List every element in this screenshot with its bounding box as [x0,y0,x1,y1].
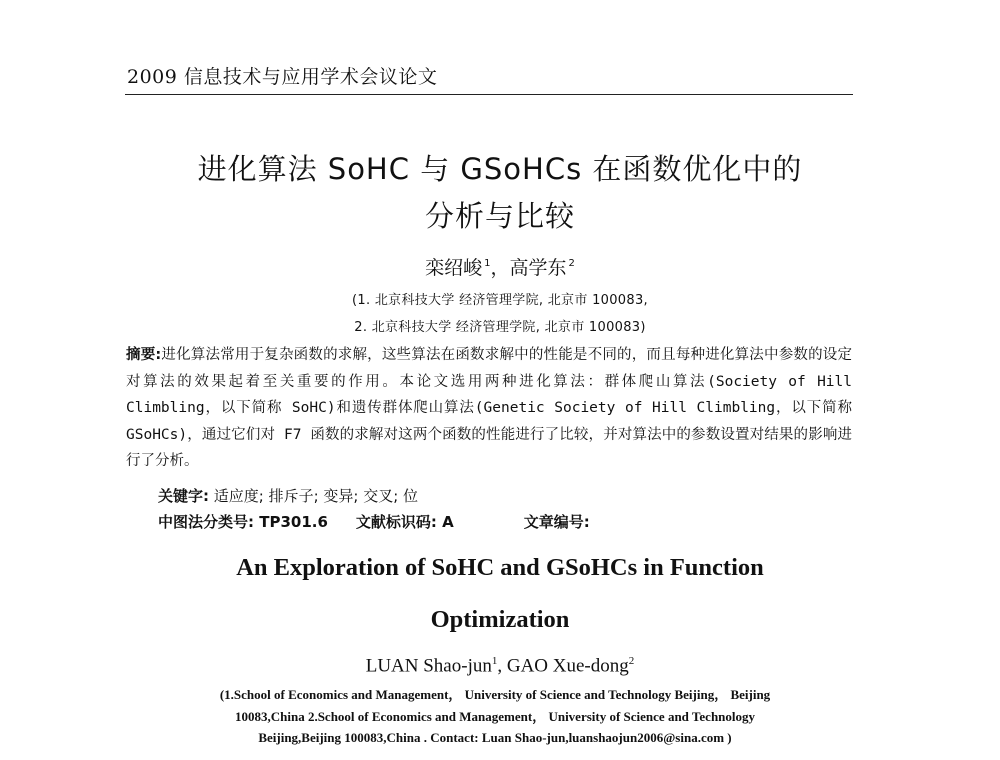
article-no-label: 文章编号: [523,513,590,531]
affiliation-cn-line1: (1. 北京科技大学 经济管理学院, 北京市 100083, [352,293,648,308]
clc-value: TP301.6 [254,513,328,531]
author-cn-2: 高学东 [509,257,567,279]
title-en-line2: Optimization [430,606,570,633]
doc-code-label: 文献标识码: [355,513,437,531]
keywords-cn [158,485,418,506]
running-title: 2009 信息技术与应用学术会议论文 [127,66,438,88]
classification-line [158,511,590,532]
keywords-label: 关键字: [158,487,209,505]
author-cn-separator: ， [490,257,510,279]
affiliation-en [170,684,820,749]
affiliation-en-line3: Beijing,Beijing 100083,China . Contact: Luan Shao-jun,luanshaojun2006@sina.com ) [258,730,732,745]
keywords-text: 适应度; 排斥子; 变异; 交叉; 位 [209,487,419,505]
clc-label: 中图法分类号: [158,513,254,531]
author-cn-1-affil-mark: 1 [484,258,491,269]
title-cn-line2: 分析与比较 [424,199,575,233]
author-en-separator: , [497,655,507,677]
affiliation-en-line1: (1.School of Economics and Management， University of Science and Technology Beijing， Beijing [219,687,771,702]
author-en-1: LUAN Shao-jun [365,655,492,677]
author-cn-1: 栾绍峻 [425,257,483,279]
title-en-line1: An Exploration of SoHC and GSoHCs in Function [236,554,764,581]
abstract-cn [126,342,852,475]
author-en-2: GAO Xue-dong [506,655,629,677]
doc-code-value: A [436,513,454,531]
authors-en [0,655,1000,677]
author-cn-2-affil-mark: 2 [568,258,575,269]
authors-cn [0,253,1000,280]
header-rule [125,94,853,95]
abstract-text: 进化算法常用于复杂函数的求解，这些算法在函数求解中的性能是不同的，而且每种进化算法中参数的设定对算法的效果起着至关重要的作用。本论文选用两种进化算法：群体爬山算法(Society of Hill Climbling，以下简称 SoHC)和遗传群体爬山算法(Genetic Society of Hill Climbling，以下简称 GSoHCs)，通过它们对 F7 函数的求解对这两个函数的性能进行了比较，并对算法中的参数设置对结果的影响进行了分析。 [126,347,852,469]
title-cn-line1: 进化算法 SoHC 与 GSoHCs 在函数优化中的 [197,152,803,186]
author-en-1-affil-mark: 1 [491,655,498,667]
abstract-label: 摘要: [126,347,162,363]
affiliation-en-line2: 10083,China 2.School of Economics and Management， University of Science and Technology [234,708,756,724]
affiliation-cn-line2: 2. 北京科技大学 经济管理学院, 北京市 100083) [354,320,646,335]
author-en-2-affil-mark: 2 [628,655,635,667]
